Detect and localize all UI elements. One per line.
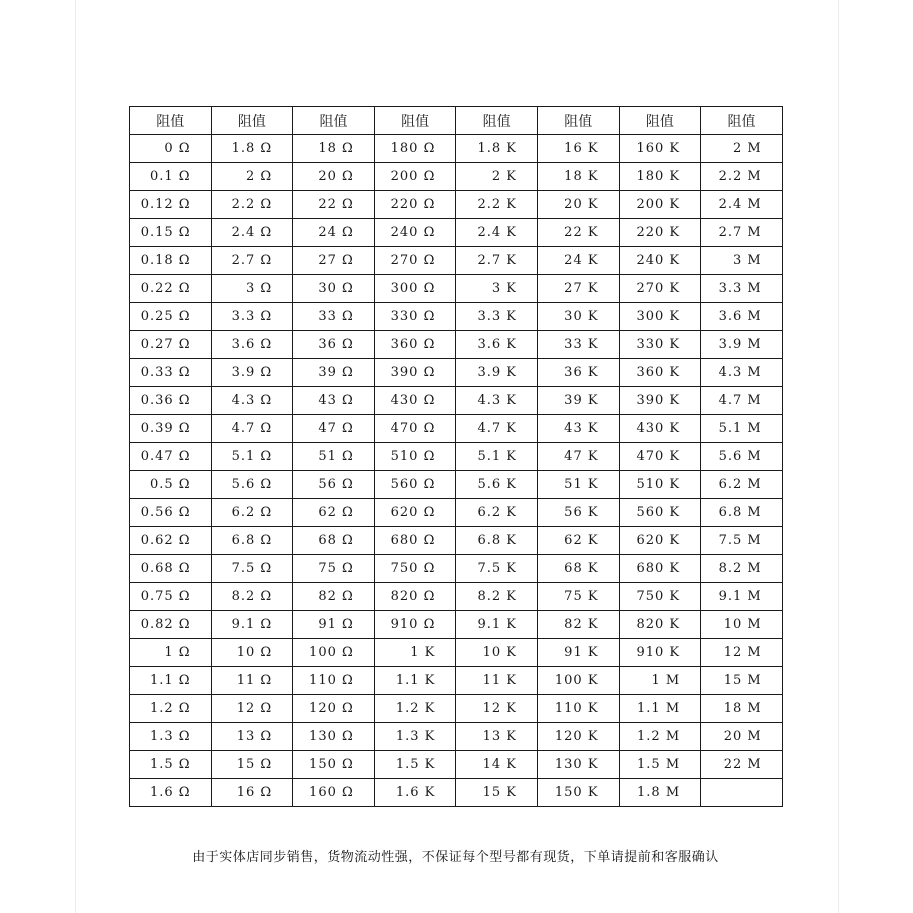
resistance-value-cell: 18 K — [537, 163, 619, 191]
resistance-value-cell: 24 K — [537, 247, 619, 275]
resistance-value-cell: 51 Ω — [293, 443, 375, 471]
resistance-value-cell: 1.8 Ω — [211, 135, 293, 163]
resistance-value-cell: 33 K — [537, 331, 619, 359]
table-row — [130, 751, 783, 779]
resistance-value-cell: 160 K — [619, 135, 701, 163]
resistance-value-cell: 62 Ω — [293, 499, 375, 527]
resistance-value-cell: 15 M — [701, 667, 783, 695]
resistance-value-cell: 1.8 M — [619, 779, 701, 807]
table-row — [130, 303, 783, 331]
resistance-value-cell: 220 K — [619, 219, 701, 247]
column-header: 阻值 — [211, 107, 293, 135]
resistance-value-cell: 330 K — [619, 331, 701, 359]
resistance-value-cell: 43 Ω — [293, 387, 375, 415]
page-edge-right — [838, 0, 839, 913]
resistance-value-cell: 14 K — [456, 751, 538, 779]
resistance-value-cell: 750 K — [619, 583, 701, 611]
resistance-value-cell: 5.6 K — [456, 471, 538, 499]
table-row — [130, 695, 783, 723]
resistance-value-cell: 15 K — [456, 779, 538, 807]
resistance-value-cell: 0.25 Ω — [130, 303, 212, 331]
resistance-value-cell: 0.5 Ω — [130, 471, 212, 499]
table-row — [130, 387, 783, 415]
resistance-value-cell: 39 Ω — [293, 359, 375, 387]
resistance-value-cell: 270 Ω — [374, 247, 456, 275]
resistance-value-cell: 75 Ω — [293, 555, 375, 583]
resistance-value-cell: 360 K — [619, 359, 701, 387]
resistance-value-cell: 9.1 K — [456, 611, 538, 639]
resistance-value-cell: 0.82 Ω — [130, 611, 212, 639]
resistance-value-cell: 47 K — [537, 443, 619, 471]
resistance-value-cell: 2 M — [701, 135, 783, 163]
resistance-value-cell: 6.8 Ω — [211, 527, 293, 555]
resistance-value-cell: 2.4 Ω — [211, 219, 293, 247]
resistance-value-cell: 3.6 M — [701, 303, 783, 331]
resistance-value-cell: 8.2 Ω — [211, 583, 293, 611]
table-row — [130, 443, 783, 471]
resistance-value-cell: 13 K — [456, 723, 538, 751]
table-row — [130, 275, 783, 303]
resistance-value-cell: 10 Ω — [211, 639, 293, 667]
resistance-value-cell: 15 Ω — [211, 751, 293, 779]
resistance-value-cell: 130 K — [537, 751, 619, 779]
resistance-value-cell: 18 M — [701, 695, 783, 723]
resistance-value-cell: 3.9 M — [701, 331, 783, 359]
resistance-value-cell: 820 K — [619, 611, 701, 639]
table-row — [130, 359, 783, 387]
resistance-value-cell: 200 Ω — [374, 163, 456, 191]
resistance-value-cell: 4.7 Ω — [211, 415, 293, 443]
resistance-value-cell: 22 Ω — [293, 191, 375, 219]
resistance-value-cell: 3.9 Ω — [211, 359, 293, 387]
table-row — [130, 555, 783, 583]
resistance-value-cell: 510 Ω — [374, 443, 456, 471]
resistance-value-cell: 180 Ω — [374, 135, 456, 163]
resistance-value-cell: 100 K — [537, 667, 619, 695]
resistance-value-cell: 18 Ω — [293, 135, 375, 163]
resistance-value-cell: 4.7 M — [701, 387, 783, 415]
resistance-value-cell: 16 K — [537, 135, 619, 163]
resistance-value-cell: 8.2 K — [456, 583, 538, 611]
resistance-value-cell: 12 Ω — [211, 695, 293, 723]
resistance-value-cell: 3.3 Ω — [211, 303, 293, 331]
resistance-value-cell: 1.3 K — [374, 723, 456, 751]
resistance-value-cell: 1.1 K — [374, 667, 456, 695]
resistance-value-cell: 270 K — [619, 275, 701, 303]
resistance-value-cell: 110 Ω — [293, 667, 375, 695]
table-row — [130, 639, 783, 667]
resistance-value-cell: 7.5 M — [701, 527, 783, 555]
table-header-row — [130, 107, 783, 135]
resistance-value-cell: 2.7 Ω — [211, 247, 293, 275]
column-header: 阻值 — [374, 107, 456, 135]
resistance-value-cell: 390 Ω — [374, 359, 456, 387]
resistance-value-cell: 2.2 Ω — [211, 191, 293, 219]
table-row — [130, 527, 783, 555]
resistance-value-cell: 2.7 K — [456, 247, 538, 275]
resistance-value-cell: 1.5 Ω — [130, 751, 212, 779]
resistance-value-cell: 68 K — [537, 555, 619, 583]
resistance-value-cell: 3.6 K — [456, 331, 538, 359]
resistance-value-cell: 51 K — [537, 471, 619, 499]
resistance-value-cell: 0.1 Ω — [130, 163, 212, 191]
resistance-value-cell — [701, 779, 783, 807]
table-row — [130, 219, 783, 247]
resistance-value-cell: 360 Ω — [374, 331, 456, 359]
column-header: 阻值 — [130, 107, 212, 135]
resistance-value-cell: 560 Ω — [374, 471, 456, 499]
resistance-value-cell: 36 Ω — [293, 331, 375, 359]
resistance-value-cell: 5.1 Ω — [211, 443, 293, 471]
resistance-value-cell: 1.3 Ω — [130, 723, 212, 751]
resistance-value-cell: 1.2 Ω — [130, 695, 212, 723]
resistance-value-cell: 1.1 M — [619, 695, 701, 723]
resistance-value-cell: 33 Ω — [293, 303, 375, 331]
resistance-value-cell: 1 Ω — [130, 639, 212, 667]
resistance-value-cell: 1.5 K — [374, 751, 456, 779]
table-row — [130, 415, 783, 443]
resistance-value-cell: 4.7 K — [456, 415, 538, 443]
resistance-value-cell: 0.36 Ω — [130, 387, 212, 415]
resistance-value-cell: 2.2 M — [701, 163, 783, 191]
resistance-value-cell: 7.5 Ω — [211, 555, 293, 583]
resistance-value-cell: 20 Ω — [293, 163, 375, 191]
table-row — [130, 191, 783, 219]
resistance-value-table — [129, 106, 783, 807]
resistance-value-cell: 0.56 Ω — [130, 499, 212, 527]
resistance-value-cell: 1.5 M — [619, 751, 701, 779]
resistance-value-cell: 10 M — [701, 611, 783, 639]
resistance-value-cell: 1.6 Ω — [130, 779, 212, 807]
resistance-value-cell: 4.3 Ω — [211, 387, 293, 415]
resistance-value-cell: 160 Ω — [293, 779, 375, 807]
resistance-value-cell: 330 Ω — [374, 303, 456, 331]
resistance-value-cell: 910 Ω — [374, 611, 456, 639]
resistance-value-cell: 510 K — [619, 471, 701, 499]
resistance-value-cell: 30 K — [537, 303, 619, 331]
resistance-value-cell: 390 K — [619, 387, 701, 415]
resistance-value-cell: 3 M — [701, 247, 783, 275]
resistance-value-cell: 470 Ω — [374, 415, 456, 443]
resistance-value-cell: 680 K — [619, 555, 701, 583]
resistance-value-cell: 20 K — [537, 191, 619, 219]
column-header: 阻值 — [537, 107, 619, 135]
resistance-value-cell: 300 K — [619, 303, 701, 331]
resistance-value-cell: 3.3 M — [701, 275, 783, 303]
resistance-value-cell: 11 K — [456, 667, 538, 695]
resistance-value-cell: 4.3 K — [456, 387, 538, 415]
column-header: 阻值 — [456, 107, 538, 135]
resistance-value-cell: 0.33 Ω — [130, 359, 212, 387]
resistance-value-cell: 620 Ω — [374, 499, 456, 527]
resistance-value-cell: 0.12 Ω — [130, 191, 212, 219]
resistance-value-cell: 1.8 K — [456, 135, 538, 163]
resistance-value-cell: 7.5 K — [456, 555, 538, 583]
resistance-value-cell: 12 M — [701, 639, 783, 667]
resistance-value-cell: 180 K — [619, 163, 701, 191]
table-row — [130, 247, 783, 275]
table-row — [130, 471, 783, 499]
resistance-value-cell: 150 K — [537, 779, 619, 807]
resistance-value-cell: 56 K — [537, 499, 619, 527]
resistance-value-cell: 120 K — [537, 723, 619, 751]
resistance-value-cell: 24 Ω — [293, 219, 375, 247]
table-row — [130, 499, 783, 527]
resistance-value-cell: 910 K — [619, 639, 701, 667]
resistance-value-cell: 5.6 M — [701, 443, 783, 471]
resistance-value-cell: 0.27 Ω — [130, 331, 212, 359]
resistance-value-cell: 4.3 M — [701, 359, 783, 387]
resistance-value-cell: 1.2 K — [374, 695, 456, 723]
page-edge-left — [75, 0, 76, 913]
table-row — [130, 723, 783, 751]
resistance-value-cell: 5.6 Ω — [211, 471, 293, 499]
resistance-value-cell: 2.4 M — [701, 191, 783, 219]
resistance-value-cell: 91 K — [537, 639, 619, 667]
resistance-value-cell: 470 K — [619, 443, 701, 471]
resistance-value-cell: 0.68 Ω — [130, 555, 212, 583]
resistance-value-cell: 560 K — [619, 499, 701, 527]
resistance-value-cell: 1.1 Ω — [130, 667, 212, 695]
resistance-value-cell: 0.22 Ω — [130, 275, 212, 303]
resistance-value-cell: 6.2 M — [701, 471, 783, 499]
resistance-value-cell: 0.47 Ω — [130, 443, 212, 471]
table-row — [130, 667, 783, 695]
resistance-value-cell: 2 K — [456, 163, 538, 191]
resistance-value-cell: 6.2 Ω — [211, 499, 293, 527]
resistance-value-cell: 3.9 K — [456, 359, 538, 387]
resistance-value-cell: 2.4 K — [456, 219, 538, 247]
resistance-value-cell: 22 M — [701, 751, 783, 779]
resistance-value-cell: 240 K — [619, 247, 701, 275]
resistance-value-cell: 5.1 M — [701, 415, 783, 443]
resistance-value-cell: 2.2 K — [456, 191, 538, 219]
resistance-value-cell: 240 Ω — [374, 219, 456, 247]
resistance-value-cell: 9.1 Ω — [211, 611, 293, 639]
resistance-value-cell: 39 K — [537, 387, 619, 415]
resistance-value-cell: 130 Ω — [293, 723, 375, 751]
resistance-value-cell: 3.3 K — [456, 303, 538, 331]
resistance-value-cell: 5.1 K — [456, 443, 538, 471]
resistance-value-cell: 2 Ω — [211, 163, 293, 191]
resistance-value-cell: 91 Ω — [293, 611, 375, 639]
resistance-value-cell: 3.6 Ω — [211, 331, 293, 359]
resistance-value-cell: 0 Ω — [130, 135, 212, 163]
table-row — [130, 779, 783, 807]
resistance-value-cell: 300 Ω — [374, 275, 456, 303]
resistance-value-cell: 43 K — [537, 415, 619, 443]
resistance-value-cell: 3 Ω — [211, 275, 293, 303]
resistance-value-cell: 56 Ω — [293, 471, 375, 499]
resistance-value-cell: 750 Ω — [374, 555, 456, 583]
resistance-value-cell: 6.8 K — [456, 527, 538, 555]
resistance-value-cell: 6.2 K — [456, 499, 538, 527]
table-row — [130, 135, 783, 163]
resistance-value-cell: 30 Ω — [293, 275, 375, 303]
resistance-value-cell: 430 K — [619, 415, 701, 443]
resistance-value-cell: 10 K — [456, 639, 538, 667]
resistance-value-cell: 2.7 M — [701, 219, 783, 247]
resistance-value-cell: 9.1 M — [701, 583, 783, 611]
resistance-value-cell: 22 K — [537, 219, 619, 247]
resistance-value-cell: 11 Ω — [211, 667, 293, 695]
resistance-value-cell: 82 K — [537, 611, 619, 639]
resistance-value-cell: 62 K — [537, 527, 619, 555]
resistance-value-cell: 430 Ω — [374, 387, 456, 415]
resistance-value-cell: 0.62 Ω — [130, 527, 212, 555]
resistance-value-cell: 6.8 M — [701, 499, 783, 527]
resistance-value-cell: 0.15 Ω — [130, 219, 212, 247]
table-body — [130, 135, 783, 807]
resistance-value-cell: 1 M — [619, 667, 701, 695]
table-row — [130, 583, 783, 611]
resistance-value-cell: 120 Ω — [293, 695, 375, 723]
column-header: 阻值 — [293, 107, 375, 135]
resistance-value-cell: 3 K — [456, 275, 538, 303]
resistance-value-cell: 20 M — [701, 723, 783, 751]
resistance-value-cell: 680 Ω — [374, 527, 456, 555]
resistance-value-cell: 8.2 M — [701, 555, 783, 583]
resistance-value-cell: 82 Ω — [293, 583, 375, 611]
resistance-value-cell: 75 K — [537, 583, 619, 611]
column-header: 阻值 — [701, 107, 783, 135]
table-row — [130, 163, 783, 191]
resistance-value-cell: 68 Ω — [293, 527, 375, 555]
resistance-value-cell: 1.2 M — [619, 723, 701, 751]
resistance-value-cell: 36 K — [537, 359, 619, 387]
resistance-value-cell: 100 Ω — [293, 639, 375, 667]
stock-disclaimer-note: 由于实体店同步销售，货物流动性强，不保证每个型号都有现货，下单请提前和客服确认 — [192, 850, 719, 865]
table-row — [130, 611, 783, 639]
resistance-value-cell: 1 K — [374, 639, 456, 667]
resistance-value-cell: 110 K — [537, 695, 619, 723]
resistance-value-cell: 820 Ω — [374, 583, 456, 611]
resistance-value-cell: 1.6 K — [374, 779, 456, 807]
resistance-value-cell: 220 Ω — [374, 191, 456, 219]
resistance-value-cell: 150 Ω — [293, 751, 375, 779]
resistance-value-cell: 27 K — [537, 275, 619, 303]
resistance-value-cell: 47 Ω — [293, 415, 375, 443]
resistance-value-cell: 620 K — [619, 527, 701, 555]
resistance-value-cell: 27 Ω — [293, 247, 375, 275]
table-row — [130, 331, 783, 359]
resistance-value-cell: 0.39 Ω — [130, 415, 212, 443]
resistance-value-cell: 0.75 Ω — [130, 583, 212, 611]
resistance-value-cell: 13 Ω — [211, 723, 293, 751]
resistance-value-cell: 200 K — [619, 191, 701, 219]
resistance-value-cell: 16 Ω — [211, 779, 293, 807]
resistance-value-cell: 0.18 Ω — [130, 247, 212, 275]
column-header: 阻值 — [619, 107, 701, 135]
resistance-value-cell: 12 K — [456, 695, 538, 723]
